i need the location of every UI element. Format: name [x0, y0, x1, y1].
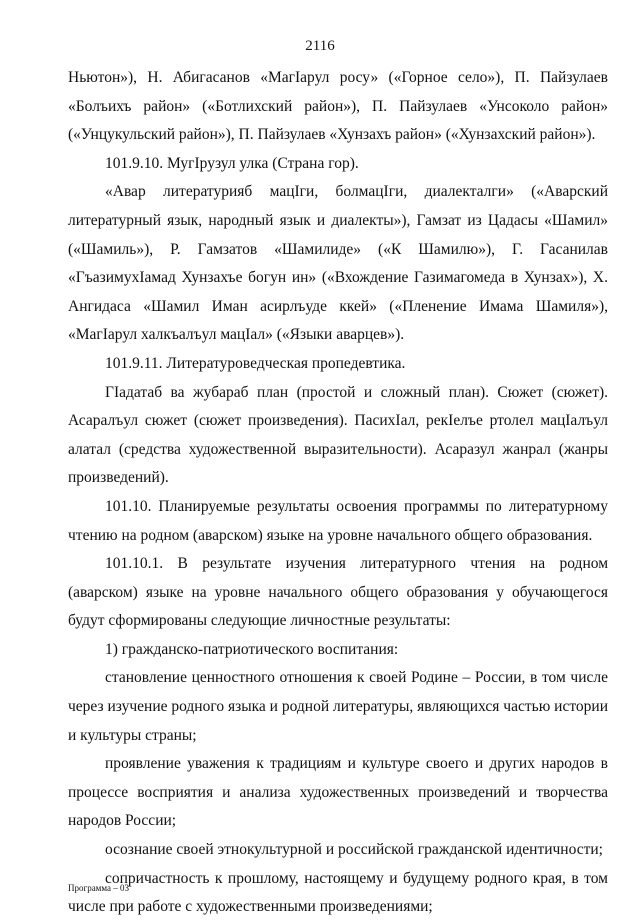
list-heading-civic-education: 1) гражданско-патриотического воспитания:: [105, 640, 399, 658]
section-heading-101-9-10: 101.9.10. МугӀрузул улка (Страна гор).: [105, 154, 359, 172]
section-heading-101-9-11: 101.9.11. Литературоведческая пропедевтика.: [105, 354, 406, 372]
list-item: становление ценностного отношения к своей Родине – России, в том числе через изучение родного языка и родной литературы, являющихся частью истории и культуры страны;: [68, 669, 608, 744]
paragraph-literary-works: «Авар литературияб мацӀги, болмацӀги, диалекталги» («Аварский литературный язык, народный язык и диалекты»), Гамзат из Цадасы «Шамил» («Шамиль»), Р. Гамзатов «Шамилиде» («К Шамилю»), Г. Гасанилав «ГъазимухӀамад Хунзахъе богун ин» («Вхождение Газимагомеда в Хунзах»), Х. Ангидаса «Шамил Иман асирлъуде ккей» («Пленение Имама Шамиля»), «МагӀарул халкъалъул мацӀал» («Языки аварцев»).: [68, 183, 608, 344]
list-item: сопричастность к прошлому, настоящему и будущему родного края, в том числе при работе с художественными произведениями;: [68, 869, 608, 916]
page-footer: Программа – 03: [68, 883, 130, 893]
list-item: осознание своей этнокультурной и российской гражданской идентичности;: [105, 841, 603, 859]
paragraph-continuation: Ньютон»), Н. Абигасанов «МагӀарул росу» («Горное село»), П. Пайзулаев «Болъихъ район» («Ботлихский район»), П. Пайзулаев «Унсоколо район» («Унцукульский район»), П. Пайзулаев «Хунзахъ район» («Хунзахский район»).: [68, 69, 608, 144]
section-heading-101-10-1: 101.10.1. В результате изучения литературного чтения на родном (аварском) языке на уровне начального общего образования у обучающегося будут сформированы следующие личностные результаты:: [68, 555, 608, 630]
list-item: проявление уважения к традициям и культуре своего и других народов в процессе восприятия и анализа художественных произведений и творчества народов России;: [68, 755, 608, 830]
section-heading-101-10: 101.10. Планируемые результаты освоения программы по литературному чтению на родном (аварском) языке на уровне начального общего образования.: [68, 497, 608, 544]
page-number: 2116: [305, 38, 335, 54]
body-text: [68, 64, 608, 922]
paragraph-propaedeutics: ГӀадатаб ва жубараб план (простой и сложный план). Сюжет (сюжет). Асаралъул сюжет (сюжет произведения). ПасихӀал, рекӀелъе ртолел мацӀалъул алатал (средства художественной выразительности). Асаразул жанрал (жанры произведений).: [68, 383, 608, 487]
